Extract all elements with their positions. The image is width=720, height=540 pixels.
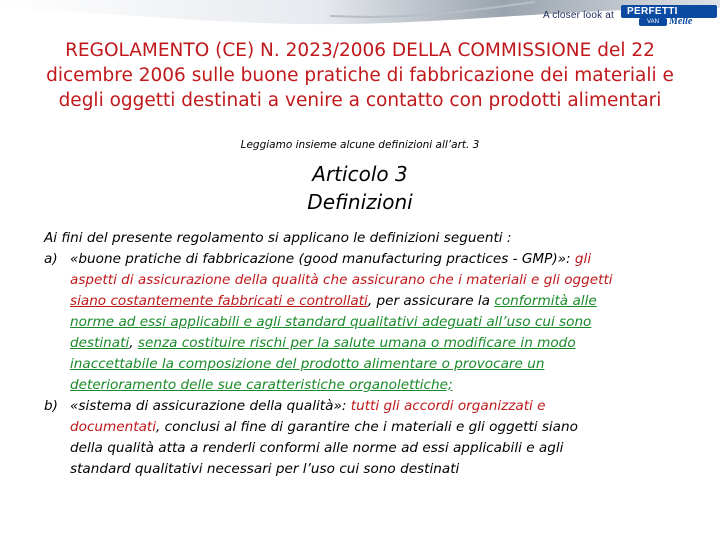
brand-sub: VAN xyxy=(639,18,667,26)
slide-title xyxy=(20,38,700,113)
brand-script: Melle xyxy=(669,16,693,27)
def-b-red-1: tutti gli accordi organizzati e xyxy=(350,398,546,414)
article-number: Articolo 3 xyxy=(312,162,408,186)
def-b-black-2: , conclusi al fine di garantire che i materiali e gli oggetti siano xyxy=(156,419,578,435)
def-b-line-2 xyxy=(70,417,684,438)
def-a-green-3: conformità alle xyxy=(494,293,597,309)
lead-sentence: Ai fini del presente regolamento si applicano le definizioni seguenti : xyxy=(44,230,512,246)
def-a-line-2: aspetti di assicurazione della qualità che assicurano che i materiali e gli oggetti xyxy=(70,272,613,288)
article-title: Definizioni xyxy=(307,190,413,214)
def-a-red-1: gli xyxy=(574,251,592,267)
title-line-2: dicembre 2006 sulle buone pratiche di fabbricazione dei materiali e xyxy=(46,65,674,86)
title-line-3: degli oggetti destinati a venire a contatto con prodotti alimentari xyxy=(58,90,662,111)
definition-a xyxy=(44,249,684,396)
brand-name: PERFETTI xyxy=(627,6,678,17)
def-b-term: «sistema di assicurazione della qualità»: xyxy=(70,398,347,414)
def-a-green-5a: destinati xyxy=(70,335,130,351)
header-tagline: A closer look at xyxy=(543,10,615,21)
article-heading xyxy=(0,160,720,216)
title-line-1: REGOLAMENTO (CE) N. 2023/2006 DELLA COMMISSIONE del 22 xyxy=(65,40,655,61)
def-a-green-5b: senza costituire rischi per la salute umana o modificare in modo xyxy=(137,335,576,351)
def-b-line-1 xyxy=(70,396,684,417)
def-a-line-4: norme ad essi applicabili e agli standard qualitativi adeguati all’uso cui sono xyxy=(70,314,592,330)
def-a-line-3 xyxy=(70,291,684,312)
def-a-black-3: , per assicurare la xyxy=(367,293,491,309)
def-a-term: «buone pratiche di fabbricazione (good manufacturing practices - GMP)»: xyxy=(70,251,571,267)
def-a-red-3: siano costantemente fabbricati e controllati xyxy=(70,293,368,309)
def-a-line-5 xyxy=(70,333,684,354)
definition-marker: b) xyxy=(44,398,58,414)
header-band xyxy=(0,0,720,30)
intro-text: Leggiamo insieme alcune definizioni all’art. 3 xyxy=(240,139,480,151)
def-a-line-1 xyxy=(70,249,684,270)
brand-logo xyxy=(621,2,717,26)
def-a-line-7: deterioramento delle sue caratteristiche organolettiche; xyxy=(70,377,453,393)
def-a-black-5: , xyxy=(129,335,134,351)
def-a-line-6: inaccettabile la composizione del prodotto alimentare o provocare un xyxy=(70,356,545,372)
def-b-line-3: della qualità atta a renderli conformi alle norme ad essi applicabili e agli xyxy=(70,440,564,456)
definitions-body xyxy=(44,228,684,480)
def-b-line-4: standard qualitativi necessari per l’uso cui sono destinati xyxy=(70,461,460,477)
def-b-red-2: documentati xyxy=(70,419,157,435)
definition-b xyxy=(44,396,684,480)
definition-marker: a) xyxy=(44,251,58,267)
